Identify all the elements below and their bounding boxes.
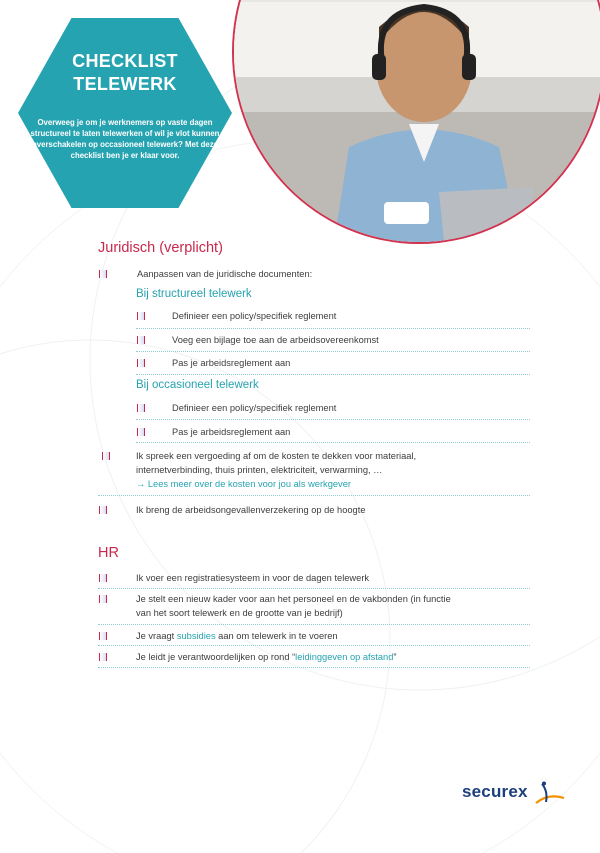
divider (136, 419, 530, 420)
checkbox[interactable] (99, 632, 107, 640)
leidinggeven-post: ” (393, 652, 397, 662)
kosten-line-1: Ik spreek een vergoeding af om de kosten te dekken voor materiaal, (136, 451, 417, 461)
subheading-structureel: Bij structureel telewerk (136, 288, 252, 300)
checkbox[interactable] (99, 653, 107, 661)
securex-logo-mark-icon (532, 781, 566, 807)
checkbox[interactable] (137, 336, 145, 344)
checkbox[interactable] (137, 359, 145, 367)
checkbox[interactable] (137, 428, 145, 436)
divider (136, 351, 530, 352)
leidinggeven-pre: Je leidt je verantwoordelijken op rond “ (136, 652, 296, 662)
section-heading-hr: HR (98, 545, 119, 561)
divider (136, 328, 530, 329)
subsidies-link[interactable]: subsidies (176, 631, 216, 641)
checkbox[interactable] (99, 270, 107, 278)
checklist-item: Voeg een bijlage toe aan de arbeidsovereenkomst (172, 335, 379, 345)
title-line-2: TELEWERK (73, 74, 177, 94)
checklist-item-juridische-documenten: Aanpassen van de juridische documenten: (137, 269, 313, 279)
divider (98, 588, 530, 589)
checkbox[interactable] (137, 404, 145, 412)
checklist-item: Pas je arbeidsreglement aan (172, 427, 291, 437)
checkbox[interactable] (102, 452, 110, 460)
subheading-occasioneel: Bij occasioneel telewerk (136, 379, 259, 391)
checklist-item: Definieer een policy/specifiek reglement (172, 311, 337, 321)
subsidies-pre: Je vraagt (136, 631, 177, 641)
checklist-item-verzekering: Ik breng de arbeidsongevallenverzekering op de hoogte (136, 505, 366, 515)
checkbox[interactable] (99, 574, 107, 582)
title-line-1: CHECKLIST (72, 51, 178, 71)
checkbox[interactable] (137, 312, 145, 320)
checklist-item-kader (136, 592, 451, 620)
checklist-item-kosten (136, 449, 416, 491)
divider (136, 442, 530, 443)
divider (98, 624, 530, 625)
checklist-item-leidinggeven (136, 650, 397, 664)
checklist-item: Pas je arbeidsreglement aan (172, 358, 291, 368)
checklist-item-subsidies (136, 629, 338, 643)
checklist-item: Definieer een policy/specifiek reglement (172, 403, 337, 413)
kosten-line-2: internetverbinding, thuis printen, elektriciteit, verwarming, … (136, 465, 383, 475)
divider (98, 667, 530, 668)
kosten-link[interactable]: → Lees meer over de kosten voor jou als werkgever (136, 479, 351, 489)
header-photo (232, 0, 600, 244)
securex-logo-text: securex (462, 782, 528, 801)
subsidies-post: aan om telewerk in te voeren (215, 631, 338, 641)
page-title (40, 50, 210, 96)
leidinggeven-link[interactable]: leidinggeven op afstand (295, 652, 394, 662)
divider (98, 645, 530, 646)
divider (98, 495, 530, 496)
intro-text: Overweeg je om je werknemers op vaste dagen structureel te laten telewerken of wil je vlot kunnen overschakelen op occasioneel telewerk? Met deze checklist ben je er klaar voor. (30, 118, 220, 160)
checkbox[interactable] (99, 595, 107, 603)
section-heading-juridisch: Juridisch (verplicht) (98, 240, 223, 256)
kader-line-2: van het soort telewerk en de grootte van je bedrijf) (136, 608, 343, 618)
divider (136, 374, 530, 375)
kader-line-1: Je stelt een nieuw kader voor aan het personeel en de vakbonden (in functie (136, 594, 451, 604)
checkbox[interactable] (99, 506, 107, 514)
checklist-item-registratie: Ik voer een registratiesysteem in voor de dagen telewerk (136, 573, 370, 583)
